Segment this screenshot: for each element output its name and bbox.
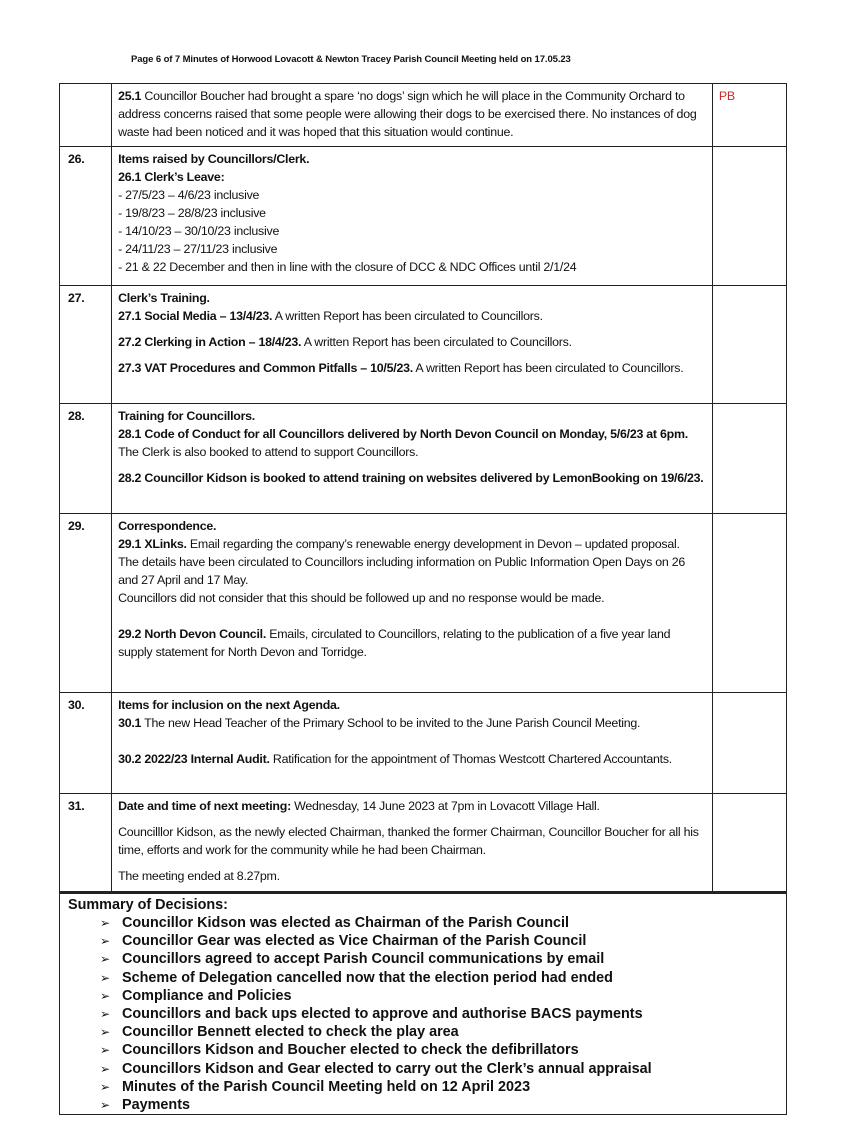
decision-list xyxy=(60,914,786,1114)
item-body xyxy=(112,693,713,794)
para-bold: 29.1 XLinks. xyxy=(118,537,187,551)
minutes-row-29 xyxy=(60,514,787,693)
decision-text: Councillor Gear was elected as Vice Chairman of the Parish Council xyxy=(122,933,587,950)
decision-item xyxy=(100,969,786,987)
paragraph xyxy=(118,714,706,732)
para-bold: 27.3 VAT Procedures and Common Pitfalls – 10/5/23. xyxy=(118,361,413,375)
para-ref: 25.1 xyxy=(118,89,142,103)
item-body xyxy=(112,794,713,892)
paragraph xyxy=(118,333,706,351)
arrow-bullet-icon: ➢ xyxy=(100,970,111,985)
decision-item xyxy=(100,1096,786,1114)
decision-text: Councillor Kidson was elected as Chairman of the Parish Council xyxy=(122,915,570,931)
action-initials xyxy=(712,693,786,794)
para-text: Ratification for the appointment of Thomas Westcott Chartered Accountants. xyxy=(269,752,672,766)
arrow-bullet-icon: ➢ xyxy=(100,1098,111,1113)
para-text: The new Head Teacher of the Primary School to be invited to the June Parish Council Meeting. xyxy=(141,716,641,730)
paragraph xyxy=(118,307,706,325)
item-title: Clerk’s Training. xyxy=(118,291,210,305)
arrow-bullet-icon: ➢ xyxy=(100,1007,111,1022)
paragraph xyxy=(118,797,706,815)
arrow-bullet-icon: ➢ xyxy=(100,1025,111,1040)
page-header: Page 6 of 7 Minutes of Horwood Lovacott & Newton Tracey Parish Council Meeting held on 17.05.23 xyxy=(131,54,571,65)
leave-item: - 14/10/23 – 30/10/23 inclusive xyxy=(118,224,280,238)
para-bold: 27.1 Social Media – 13/4/23. xyxy=(118,309,273,323)
action-initials: PB xyxy=(712,84,786,147)
para-bold: 28.2 Councillor Kidson is booked to attend training on websites delivered by LemonBooking on 19/6/23. xyxy=(118,471,704,485)
arrow-bullet-icon: ➢ xyxy=(100,934,111,949)
para-text: A written Report has been circulated to Councillors. xyxy=(272,309,543,323)
action-initials xyxy=(712,794,786,892)
arrow-bullet-icon: ➢ xyxy=(100,952,111,967)
decision-item xyxy=(100,1005,786,1023)
item-number: 31. xyxy=(60,794,112,892)
item-title: Correspondence. xyxy=(118,519,217,533)
paragraph xyxy=(118,750,706,768)
action-initials xyxy=(712,514,786,693)
item-body xyxy=(112,147,713,286)
minutes-row-31 xyxy=(60,794,787,892)
arrow-bullet-icon: ➢ xyxy=(100,1043,111,1058)
minutes-row-27 xyxy=(60,286,787,404)
summary-title: Summary of Decisions: xyxy=(68,897,228,913)
para-bold: 27.2 Clerking in Action – 18/4/23. xyxy=(118,335,302,349)
paragraph: The details have been circulated to Councillors including information on Public Information Open Days on 26 and 27 April and 17 May. xyxy=(118,555,686,587)
decision-text: Councillors Kidson and Gear elected to carry out the Clerk’s annual appraisal xyxy=(122,1060,652,1077)
para-text: A written Report has been circulated to Councillors. xyxy=(412,361,684,375)
action-initials xyxy=(712,147,786,286)
minutes-row-26 xyxy=(60,147,787,286)
para-text: A written Report has been circulated to Councillors. xyxy=(301,335,572,349)
decision-item xyxy=(100,1078,786,1096)
decision-item xyxy=(100,1023,786,1041)
decision-text: Councillor Bennett elected to check the play area xyxy=(122,1024,459,1041)
summary-of-decisions xyxy=(59,892,787,1115)
item-body xyxy=(112,514,713,693)
minutes-row-28 xyxy=(60,404,787,514)
item-number: 27. xyxy=(60,286,112,404)
item-title: Date and time of next meeting: xyxy=(118,799,291,813)
decision-item xyxy=(100,1060,786,1078)
paragraph xyxy=(118,535,706,553)
decision-item xyxy=(100,932,786,950)
action-initials xyxy=(712,286,786,404)
para-text: Wednesday, 14 June 2023 at 7pm in Lovacott Village Hall. xyxy=(290,799,600,813)
item-title: Items raised by Councillors/Clerk. xyxy=(118,152,310,166)
decision-text: Compliance and Policies xyxy=(122,987,292,1004)
action-initials xyxy=(712,404,786,514)
paragraph xyxy=(118,625,706,661)
item-body xyxy=(112,286,713,404)
item-body xyxy=(112,404,713,514)
para-text: Emails, circulated to Councillors, relating to the publication of a five year land supply statement for North Devon and Torridge. xyxy=(118,627,671,659)
minutes-row-25 xyxy=(60,84,787,147)
item-number xyxy=(60,84,112,147)
arrow-bullet-icon: ➢ xyxy=(100,1079,111,1094)
paragraph xyxy=(118,359,706,377)
leave-item: - 21 & 22 December and then in line with the closure of DCC & NDC Offices until 2/1/24 xyxy=(118,260,577,274)
item-title: Items for inclusion on the next Agenda. xyxy=(118,698,340,712)
item-body xyxy=(112,84,713,147)
paragraph xyxy=(118,469,706,487)
leave-item: - 24/11/23 – 27/11/23 inclusive xyxy=(118,242,278,256)
arrow-bullet-icon: ➢ xyxy=(100,988,111,1003)
para-bold: 30.2 2022/23 Internal Audit. xyxy=(118,752,270,766)
item-number: 26. xyxy=(60,147,112,286)
para-bold: 28.1 Code of Conduct for all Councillors delivered by North Devon Council on Monday, 5/6/23 at 6pm. xyxy=(118,427,688,441)
decision-item xyxy=(100,987,786,1005)
decision-item xyxy=(100,1041,786,1059)
leave-item: - 27/5/23 – 4/6/23 inclusive xyxy=(118,188,260,202)
decision-text: Councillors Kidson and Boucher elected to check the defibrillators xyxy=(122,1042,579,1059)
minutes-table xyxy=(59,83,787,892)
decision-item xyxy=(100,950,786,968)
paragraph: Councilllor Kidson, as the newly elected Chairman, thanked the former Chairman, Councillor Boucher for all his time, efforts and work for the community while he had been Chairman. xyxy=(118,825,699,857)
item-number: 28. xyxy=(60,404,112,514)
paragraph: The meeting ended at 8.27pm. xyxy=(118,869,280,883)
para-text: Councillor Boucher had brought a spare ‘no dogs’ sign which he will place in the Community Orchard to address concerns raised that some people were allowing their dogs to be exercised there. No instances of dog waste had been noticed and it was hoped that this situation would continue. xyxy=(118,89,697,139)
decision-text: Councillors agreed to accept Parish Council communications by email xyxy=(122,951,605,968)
para-bold: 30.1 xyxy=(118,716,142,730)
paragraph xyxy=(118,425,706,461)
sub-heading: 26.1 Clerk’s Leave: xyxy=(118,170,225,184)
arrow-bullet-icon: ➢ xyxy=(100,916,111,930)
decision-text: Payments xyxy=(122,1097,190,1114)
decision-text: Minutes of the Parish Council Meeting held on 12 April 2023 xyxy=(122,1078,531,1095)
para-text: Email regarding the company’s renewable energy development in Devon – updated proposal. xyxy=(186,537,680,551)
arrow-bullet-icon: ➢ xyxy=(100,1061,111,1076)
decision-text: Councillors and back ups elected to approve and authorise BACS payments xyxy=(122,1006,643,1023)
item-title: Training for Councillors. xyxy=(118,409,256,423)
para-bold: 29.2 North Devon Council. xyxy=(118,627,267,641)
para-text: The Clerk is also booked to attend to support Councillors. xyxy=(118,445,419,459)
leave-item: - 19/8/23 – 28/8/23 inclusive xyxy=(118,206,266,220)
paragraph: Councillors did not consider that this should be followed up and no response would be made. xyxy=(118,591,605,605)
decision-text: Scheme of Delegation cancelled now that the election period had ended xyxy=(122,969,613,986)
decision-item xyxy=(100,914,786,932)
minutes-row-30 xyxy=(60,693,787,794)
item-number: 30. xyxy=(60,693,112,794)
item-number: 29. xyxy=(60,514,112,693)
